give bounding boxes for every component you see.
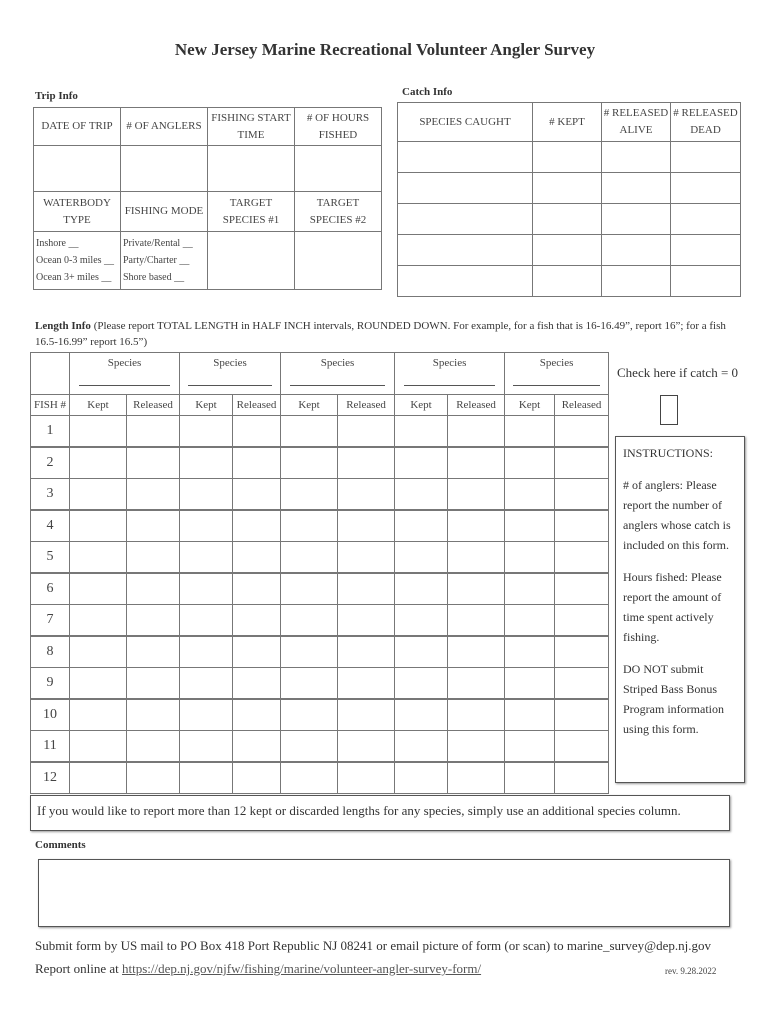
species-name-line[interactable] (513, 375, 600, 386)
kept-length-cell[interactable] (70, 762, 127, 794)
kept-length-cell[interactable] (180, 479, 233, 511)
released-length-cell[interactable] (233, 447, 281, 479)
kept-length-cell[interactable] (180, 605, 233, 637)
released-length-cell[interactable] (338, 542, 395, 574)
target-species-1-header: TARGET SPECIES #1 (208, 192, 295, 232)
released-length-cell[interactable] (555, 510, 609, 542)
kept-length-cell[interactable] (395, 762, 448, 794)
released-length-cell[interactable] (127, 762, 180, 794)
kept-length-cell[interactable] (70, 573, 127, 605)
fish-number: 4 (31, 510, 70, 542)
hours-fished-field[interactable] (295, 146, 382, 192)
kept-length-cell[interactable] (281, 668, 338, 700)
kept-subheader: Kept (395, 395, 448, 416)
kept-subheader: Kept (505, 395, 555, 416)
kept-length-cell[interactable] (180, 699, 233, 731)
fish-number: 3 (31, 479, 70, 511)
catch-cell[interactable] (671, 173, 741, 204)
kept-length-cell[interactable] (281, 510, 338, 542)
released-length-cell[interactable] (338, 605, 395, 637)
fish-row (31, 573, 609, 605)
survey-form-link[interactable]: https://dep.nj.gov/njfw/fishing/marine/volunteer-angler-survey-form/ (122, 961, 482, 976)
kept-length-cell[interactable] (281, 699, 338, 731)
mode-option[interactable]: Private/Rental __ (123, 238, 193, 249)
species-column-header[interactable] (281, 353, 395, 395)
kept-length-cell[interactable] (395, 479, 448, 511)
kept-length-cell[interactable] (505, 699, 555, 731)
kept-length-cell[interactable] (505, 573, 555, 605)
date-of-trip-field[interactable] (34, 146, 121, 192)
species-name-line[interactable] (290, 375, 385, 386)
kept-length-cell[interactable] (70, 416, 127, 448)
kept-length-cell[interactable] (281, 447, 338, 479)
instructions-hours: Hours fished: Please report the amount of time spent actively fishing. (623, 570, 722, 644)
kept-length-cell[interactable] (395, 573, 448, 605)
released-dead-header: # RELEASED DEAD (671, 103, 741, 142)
kept-length-cell[interactable] (281, 605, 338, 637)
report-online-prefix: Report online at (35, 961, 123, 976)
kept-length-cell[interactable] (70, 636, 127, 668)
kept-length-cell[interactable] (505, 447, 555, 479)
species-label: Species (320, 357, 355, 369)
hours-fished-header: # OF HOURS FISHED (295, 108, 382, 146)
released-length-cell[interactable] (233, 573, 281, 605)
trip-info-label: Trip Info (35, 90, 78, 102)
released-subheader: Released (338, 395, 395, 416)
kept-length-cell[interactable] (281, 479, 338, 511)
released-length-cell[interactable] (555, 762, 609, 794)
released-length-cell[interactable] (127, 573, 180, 605)
kept-length-cell[interactable] (180, 762, 233, 794)
catch-zero-checkbox[interactable] (660, 395, 678, 425)
kept-length-cell[interactable] (395, 731, 448, 763)
kept-length-cell[interactable] (180, 731, 233, 763)
fish-row (31, 731, 609, 763)
fish-row (31, 668, 609, 700)
catch-cell[interactable] (398, 142, 533, 173)
kept-length-cell[interactable] (505, 668, 555, 700)
kept-length-cell[interactable] (281, 636, 338, 668)
catch-cell[interactable] (533, 173, 602, 204)
released-length-cell[interactable] (448, 510, 505, 542)
catch-cell[interactable] (602, 173, 671, 204)
fish-row (31, 762, 609, 794)
released-length-cell[interactable] (555, 447, 609, 479)
released-length-cell[interactable] (127, 416, 180, 448)
trip-info-table (33, 107, 382, 290)
kept-subheader: Kept (70, 395, 127, 416)
length-info-label: Length Info (35, 320, 91, 332)
waterbody-option[interactable]: Inshore __ (36, 238, 79, 249)
released-length-cell[interactable] (233, 731, 281, 763)
kept-subheader: Kept (180, 395, 233, 416)
fish-row (31, 542, 609, 574)
released-length-cell[interactable] (555, 731, 609, 763)
kept-length-cell[interactable] (395, 510, 448, 542)
start-time-header: FISHING START TIME (208, 108, 295, 146)
fish-number: 6 (31, 573, 70, 605)
kept-length-cell[interactable] (70, 479, 127, 511)
released-length-cell[interactable] (127, 636, 180, 668)
released-length-cell[interactable] (233, 479, 281, 511)
released-length-cell[interactable] (127, 479, 180, 511)
kept-length-cell[interactable] (505, 542, 555, 574)
species-column-header[interactable] (70, 353, 180, 395)
fish-number: 12 (31, 762, 70, 794)
released-subheader: Released (555, 395, 609, 416)
released-length-cell[interactable] (127, 510, 180, 542)
released-subheader: Released (233, 395, 281, 416)
released-length-cell[interactable] (448, 699, 505, 731)
fish-number: 8 (31, 636, 70, 668)
released-length-cell[interactable] (448, 416, 505, 448)
released-subheader: Released (127, 395, 180, 416)
instructions-heading: INSTRUCTIONS: (623, 446, 714, 460)
kept-header: # KEPT (533, 103, 602, 142)
kept-length-cell[interactable] (395, 699, 448, 731)
mode-option[interactable]: Shore based __ (123, 272, 185, 283)
released-length-cell[interactable] (448, 636, 505, 668)
released-length-cell[interactable] (127, 668, 180, 700)
released-length-cell[interactable] (338, 699, 395, 731)
fish-number: 1 (31, 416, 70, 448)
fish-number: 9 (31, 668, 70, 700)
released-length-cell[interactable] (555, 479, 609, 511)
comments-label: Comments (35, 839, 86, 851)
check-catch-label: Check here if catch = 0 (617, 365, 739, 380)
released-length-cell[interactable] (338, 479, 395, 511)
kept-length-cell[interactable] (395, 636, 448, 668)
kept-length-cell[interactable] (505, 510, 555, 542)
waterbody-option[interactable]: Ocean 3+ miles __ (36, 272, 112, 283)
kept-length-cell[interactable] (395, 668, 448, 700)
length-info-description: (Please report TOTAL LENGTH in HALF INCH intervals, ROUNDED DOWN. For example, for a fish that is 16-16.49”, report 16”; for a fish 16.5-16.99” report 16.5”) (35, 320, 726, 348)
fish-row (31, 699, 609, 731)
waterbody-option[interactable]: Ocean 0-3 miles __ (36, 255, 115, 266)
catch-info-table (397, 102, 741, 297)
length-table (30, 352, 609, 794)
kept-length-cell[interactable] (281, 416, 338, 448)
released-length-cell[interactable] (338, 416, 395, 448)
kept-length-cell[interactable] (180, 510, 233, 542)
kept-length-cell[interactable] (395, 542, 448, 574)
fish-row (31, 605, 609, 637)
species-column-header[interactable] (180, 353, 281, 395)
released-subheader: Released (448, 395, 505, 416)
kept-length-cell[interactable] (505, 605, 555, 637)
catch-cell[interactable] (671, 142, 741, 173)
released-length-cell[interactable] (338, 447, 395, 479)
fishing-mode-options[interactable] (121, 232, 208, 290)
fish-number: 10 (31, 699, 70, 731)
additional-lengths-note: If you would like to report more than 12 kept or discarded lengths for any species, simply use an additional species column. (30, 795, 730, 831)
fish-number: 11 (31, 731, 70, 763)
kept-length-cell[interactable] (70, 510, 127, 542)
submit-instructions: Submit form by US mail to PO Box 418 Port Republic NJ 08241 or email picture of form (or scan) to marine_survey@dep.nj.gov (35, 938, 711, 953)
released-length-cell[interactable] (448, 605, 505, 637)
catch-cell[interactable] (602, 235, 671, 266)
released-length-cell[interactable] (555, 542, 609, 574)
kept-length-cell[interactable] (505, 636, 555, 668)
species-label: Species (432, 357, 467, 369)
released-length-cell[interactable] (233, 542, 281, 574)
fish-number: 5 (31, 542, 70, 574)
kept-subheader: Kept (281, 395, 338, 416)
species-name-line[interactable] (79, 375, 171, 386)
released-length-cell[interactable] (555, 699, 609, 731)
target-species-2-field[interactable] (295, 232, 382, 290)
released-length-cell[interactable] (127, 731, 180, 763)
kept-length-cell[interactable] (180, 447, 233, 479)
species-label: Species (213, 357, 247, 369)
catch-cell[interactable] (602, 266, 671, 297)
released-length-cell[interactable] (448, 668, 505, 700)
released-length-cell[interactable] (338, 573, 395, 605)
released-length-cell[interactable] (127, 542, 180, 574)
mode-option[interactable]: Party/Charter __ (123, 255, 190, 266)
catch-cell[interactable] (398, 235, 533, 266)
fish-corner-cell (31, 353, 70, 395)
kept-length-cell[interactable] (180, 668, 233, 700)
catch-info-label: Catch Info (402, 86, 453, 98)
kept-length-cell[interactable] (395, 416, 448, 448)
released-length-cell[interactable] (448, 447, 505, 479)
kept-length-cell[interactable] (505, 762, 555, 794)
released-length-cell[interactable] (127, 447, 180, 479)
start-time-field[interactable] (208, 146, 295, 192)
waterbody-type-header: WATERBODY TYPE (34, 192, 121, 232)
instructions-box (615, 436, 745, 783)
released-length-cell[interactable] (233, 699, 281, 731)
released-length-cell[interactable] (338, 731, 395, 763)
released-length-cell[interactable] (233, 762, 281, 794)
page-title: New Jersey Marine Recreational Volunteer Angler Survey (174, 40, 596, 59)
length-info-text (35, 318, 735, 350)
catch-cell[interactable] (671, 204, 741, 235)
target-species-2-header: TARGET SPECIES #2 (295, 192, 382, 232)
released-length-cell[interactable] (555, 668, 609, 700)
revision-date: rev. 9.28.2022 (665, 966, 717, 976)
kept-length-cell[interactable] (281, 762, 338, 794)
fish-number: 7 (31, 605, 70, 637)
kept-length-cell[interactable] (180, 573, 233, 605)
released-alive-header: # RELEASED ALIVE (602, 103, 671, 142)
released-length-cell[interactable] (448, 762, 505, 794)
kept-length-cell[interactable] (281, 573, 338, 605)
catch-cell[interactable] (398, 173, 533, 204)
species-column-header[interactable] (505, 353, 609, 395)
species-column-header[interactable] (395, 353, 505, 395)
catch-cell[interactable] (398, 266, 533, 297)
num-anglers-header: # OF ANGLERS (121, 108, 208, 146)
length-rows (31, 416, 609, 794)
catch-cell[interactable] (533, 266, 602, 297)
kept-length-cell[interactable] (505, 731, 555, 763)
released-length-cell[interactable] (448, 542, 505, 574)
released-length-cell[interactable] (448, 573, 505, 605)
species-name-line[interactable] (188, 375, 272, 386)
kept-length-cell[interactable] (180, 542, 233, 574)
catch-cell[interactable] (533, 142, 602, 173)
released-length-cell[interactable] (233, 605, 281, 637)
catch-cell[interactable] (533, 204, 602, 235)
species-caught-header: SPECIES CAUGHT (398, 103, 533, 142)
kept-length-cell[interactable] (505, 416, 555, 448)
released-length-cell[interactable] (233, 416, 281, 448)
report-online-line (35, 961, 481, 977)
kept-length-cell[interactable] (70, 542, 127, 574)
released-length-cell[interactable] (233, 510, 281, 542)
released-length-cell[interactable] (555, 636, 609, 668)
kept-length-cell[interactable] (70, 447, 127, 479)
num-anglers-field[interactable] (121, 146, 208, 192)
kept-length-cell[interactable] (395, 447, 448, 479)
released-length-cell[interactable] (233, 668, 281, 700)
fish-row (31, 510, 609, 542)
species-label: Species (107, 357, 142, 369)
kept-length-cell[interactable] (505, 479, 555, 511)
fish-row (31, 636, 609, 668)
kept-length-cell[interactable] (281, 542, 338, 574)
released-length-cell[interactable] (555, 605, 609, 637)
released-length-cell[interactable] (338, 668, 395, 700)
kept-length-cell[interactable] (70, 699, 127, 731)
kept-length-cell[interactable] (70, 668, 127, 700)
instructions-anglers: # of anglers: Please report the number of anglers whose catch is included on this form. (623, 478, 731, 552)
fish-row (31, 416, 609, 448)
released-length-cell[interactable] (338, 636, 395, 668)
fish-row (31, 479, 609, 511)
fish-number-header: FISH # (31, 395, 70, 416)
kept-length-cell[interactable] (395, 605, 448, 637)
kept-length-cell[interactable] (180, 416, 233, 448)
kept-length-cell[interactable] (180, 636, 233, 668)
released-length-cell[interactable] (338, 510, 395, 542)
released-length-cell[interactable] (127, 605, 180, 637)
target-species-1-field[interactable] (208, 232, 295, 290)
fishing-mode-header: FISHING MODE (121, 192, 208, 232)
catch-cell[interactable] (533, 235, 602, 266)
released-length-cell[interactable] (448, 479, 505, 511)
fish-row (31, 447, 609, 479)
released-length-cell[interactable] (338, 762, 395, 794)
instructions-striped-bass: DO NOT submit Striped Bass Bonus Program information using this form. (623, 662, 724, 736)
catch-cell[interactable] (671, 266, 741, 297)
catch-cell[interactable] (671, 235, 741, 266)
species-label: Species (539, 357, 574, 369)
kept-length-cell[interactable] (70, 731, 127, 763)
catch-cell[interactable] (602, 142, 671, 173)
released-length-cell[interactable] (233, 636, 281, 668)
released-length-cell[interactable] (555, 573, 609, 605)
waterbody-options[interactable] (34, 232, 121, 290)
released-length-cell[interactable] (555, 416, 609, 448)
comments-field[interactable] (38, 859, 730, 927)
date-of-trip-header: DATE OF TRIP (34, 108, 121, 146)
fish-number: 2 (31, 447, 70, 479)
kept-length-cell[interactable] (281, 731, 338, 763)
released-length-cell[interactable] (448, 731, 505, 763)
kept-length-cell[interactable] (70, 605, 127, 637)
released-length-cell[interactable] (127, 699, 180, 731)
catch-cell[interactable] (398, 204, 533, 235)
catch-cell[interactable] (602, 204, 671, 235)
species-name-line[interactable] (404, 375, 496, 386)
